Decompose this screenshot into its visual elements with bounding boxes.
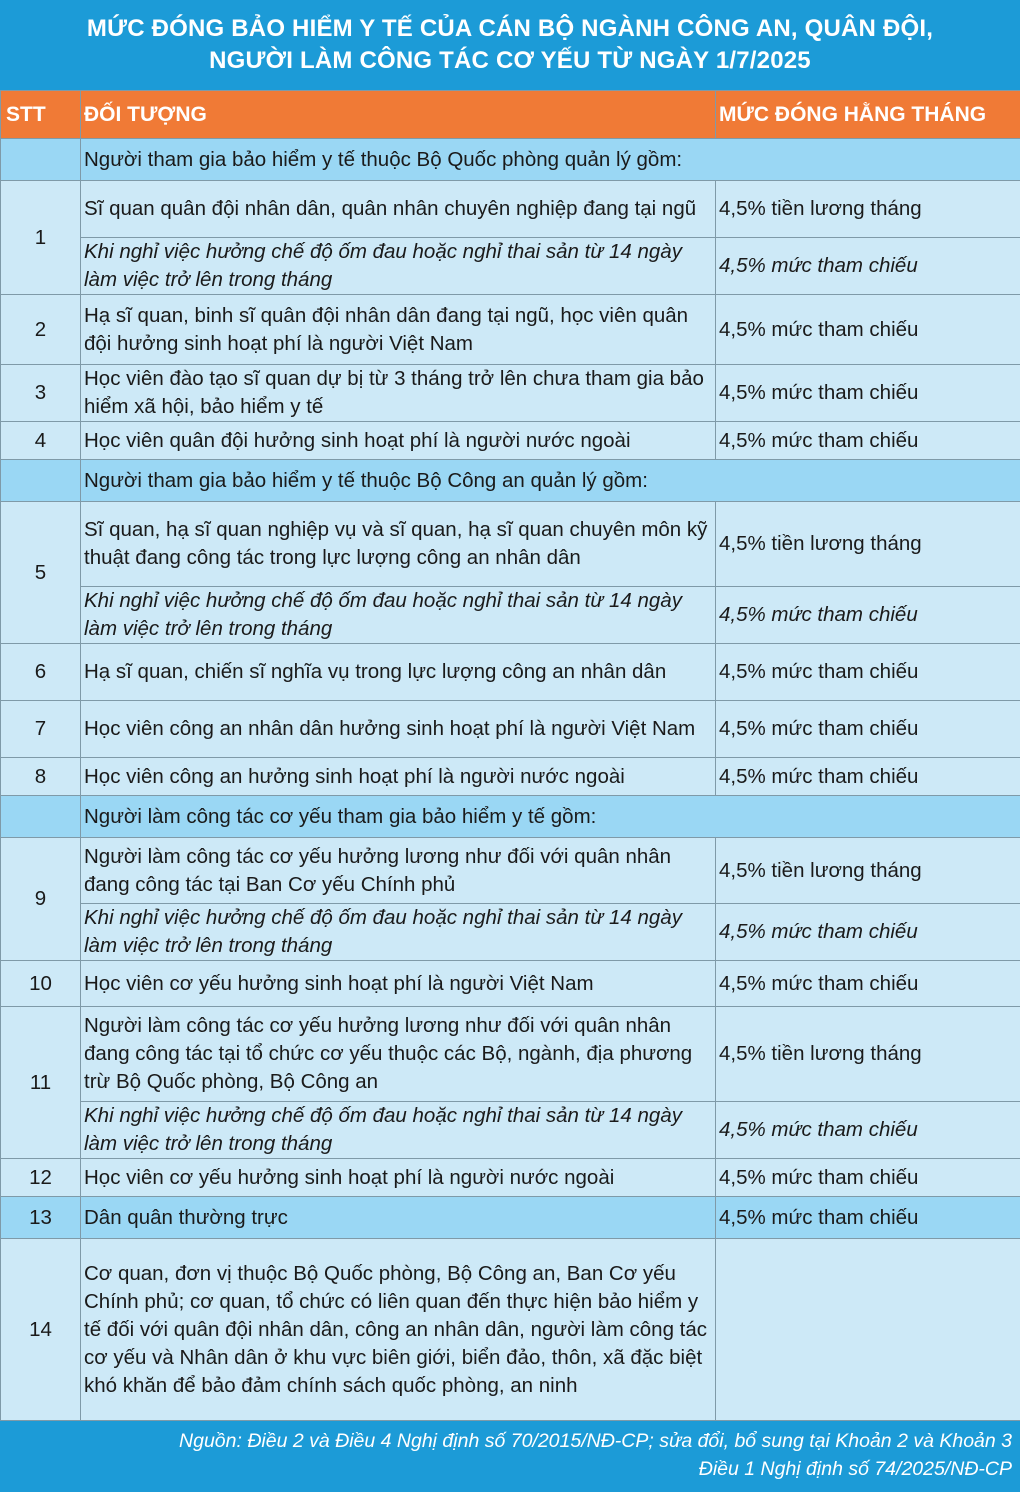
row-stt: 12 <box>1 1159 81 1197</box>
page-title <box>0 0 1020 90</box>
table-row <box>1 644 1020 701</box>
row-rate: 4,5% mức tham chiếu <box>716 961 1020 1007</box>
row-subject: Người làm công tác cơ yếu hưởng lương như đối với quân nhân đang công tác tại tổ chức cơ yếu thuộc các Bộ, ngành, địa phương trừ Bộ Quốc phòng, Bộ Công an <box>81 1007 716 1102</box>
row-stt: 9 <box>1 838 81 961</box>
header-subject: ĐỐI TƯỢNG <box>81 91 716 139</box>
row-rate: 4,5% mức tham chiếu <box>716 422 1020 460</box>
group-row-cipher <box>1 796 1020 838</box>
row-rate: 4,5% tiền lương tháng <box>716 1007 1020 1102</box>
row-stt: 1 <box>1 181 81 295</box>
row-subject: Học viên quân đội hưởng sinh hoạt phí là người nước ngoài <box>81 422 716 460</box>
row-stt: 8 <box>1 758 81 796</box>
source-footer <box>0 1421 1020 1487</box>
row-subject-sub: Khi nghỉ việc hưởng chế độ ốm đau hoặc nghỉ thai sản từ 14 ngày làm việc trở lên trong tháng <box>81 1102 716 1159</box>
title-line-1: MỨC ĐÓNG BẢO HIỂM Y TẾ CỦA CÁN BỘ NGÀNH CÔNG AN, QUÂN ĐỘI, <box>86 15 934 42</box>
row-rate-sub: 4,5% mức tham chiếu <box>716 904 1020 961</box>
row-rate: 4,5% tiền lương tháng <box>716 838 1020 904</box>
header-rate: MỨC ĐÓNG HẰNG THÁNG <box>716 91 1020 139</box>
row-subject: Cơ quan, đơn vị thuộc Bộ Quốc phòng, Bộ Công an, Ban Cơ yếu Chính phủ; cơ quan, tổ chức có liên quan đến thực hiện bảo hiểm y tế đối với quân đội nhân dân, công an nhân dân, người làm công tác cơ yếu và Nhân dân ở khu vực biên giới, biển đảo, thôn, xã đặc biệt khó khăn để bảo đảm chính sách quốc phòng, an ninh <box>81 1239 716 1421</box>
group-label: Người làm công tác cơ yếu tham gia bảo hiểm y tế gồm: <box>81 796 1020 838</box>
table-row <box>1 1197 1020 1239</box>
group-label: Người tham gia bảo hiểm y tế thuộc Bộ Công an quản lý gồm: <box>81 460 1020 502</box>
row-rate: 4,5% mức tham chiếu <box>716 365 1020 422</box>
row-rate: 4,5% mức tham chiếu <box>716 295 1020 365</box>
table-row <box>1 1007 1020 1102</box>
group-stt-empty <box>1 139 81 181</box>
row-subject: Học viên công an nhân dân hưởng sinh hoạt phí là người Việt Nam <box>81 701 716 758</box>
table-row <box>1 838 1020 904</box>
table-row <box>1 502 1020 587</box>
row-rate: 4,5% mức tham chiếu <box>716 1197 1020 1239</box>
table-row-sub <box>1 587 1020 644</box>
row-subject: Hạ sĩ quan, binh sĩ quân đội nhân dân đang tại ngũ, học viên quân đội hưởng sinh hoạt phí là người Việt Nam <box>81 295 716 365</box>
table-row <box>1 1159 1020 1197</box>
row-stt: 14 <box>1 1239 81 1421</box>
row-stt: 7 <box>1 701 81 758</box>
header-stt: STT <box>1 91 81 139</box>
table-row <box>1 422 1020 460</box>
row-subject: Học viên công an hưởng sinh hoạt phí là người nước ngoài <box>81 758 716 796</box>
table-row <box>1 181 1020 238</box>
table-row <box>1 1239 1020 1421</box>
group-row-defense <box>1 139 1020 181</box>
row-rate-sub: 4,5% mức tham chiếu <box>716 1102 1020 1159</box>
row-stt: 2 <box>1 295 81 365</box>
row-rate-sub: 4,5% mức tham chiếu <box>716 587 1020 644</box>
row-rate <box>716 1239 1020 1421</box>
row-subject: Học viên cơ yếu hưởng sinh hoạt phí là người nước ngoài <box>81 1159 716 1197</box>
table-header-row <box>1 91 1020 139</box>
title-line-2: NGƯỜI LÀM CÔNG TÁC CƠ YẾU TỪ NGÀY 1/7/2025 <box>209 47 811 74</box>
row-subject-sub: Khi nghỉ việc hưởng chế độ ốm đau hoặc nghỉ thai sản từ 14 ngày làm việc trở lên trong tháng <box>81 904 716 961</box>
group-stt-empty <box>1 460 81 502</box>
row-rate: 4,5% mức tham chiếu <box>716 701 1020 758</box>
row-rate: 4,5% mức tham chiếu <box>716 644 1020 701</box>
row-stt: 11 <box>1 1007 81 1159</box>
row-rate: 4,5% mức tham chiếu <box>716 758 1020 796</box>
table-row <box>1 701 1020 758</box>
table-row <box>1 758 1020 796</box>
row-stt: 3 <box>1 365 81 422</box>
row-stt: 4 <box>1 422 81 460</box>
row-rate: 4,5% tiền lương tháng <box>716 502 1020 587</box>
row-rate: 4,5% mức tham chiếu <box>716 1159 1020 1197</box>
row-subject: Người làm công tác cơ yếu hưởng lương như đối với quân nhân đang công tác tại Ban Cơ yếu Chính phủ <box>81 838 716 904</box>
row-subject: Học viên đào tạo sĩ quan dự bị từ 3 tháng trở lên chưa tham gia bảo hiểm xã hội, bảo hiểm y tế <box>81 365 716 422</box>
row-stt: 5 <box>1 502 81 644</box>
row-subject: Hạ sĩ quan, chiến sĩ nghĩa vụ trong lực lượng công an nhân dân <box>81 644 716 701</box>
row-subject-sub: Khi nghỉ việc hưởng chế độ ốm đau hoặc nghỉ thai sản từ 14 ngày làm việc trở lên trong tháng <box>81 238 716 295</box>
insurance-table <box>0 90 1020 1421</box>
table-row <box>1 961 1020 1007</box>
row-stt: 13 <box>1 1197 81 1239</box>
row-subject: Sĩ quan, hạ sĩ quan nghiệp vụ và sĩ quan, hạ sĩ quan chuyên môn kỹ thuật đang công tác trong lực lượng công an nhân dân <box>81 502 716 587</box>
group-stt-empty <box>1 796 81 838</box>
row-rate: 4,5% tiền lương tháng <box>716 181 1020 238</box>
row-subject: Dân quân thường trực <box>81 1197 716 1239</box>
table-row-sub <box>1 1102 1020 1159</box>
table-row <box>1 365 1020 422</box>
row-subject: Sĩ quan quân đội nhân dân, quân nhân chuyên nghiệp đang tại ngũ <box>81 181 716 238</box>
row-subject-sub: Khi nghỉ việc hưởng chế độ ốm đau hoặc nghỉ thai sản từ 14 ngày làm việc trở lên trong tháng <box>81 587 716 644</box>
table-row <box>1 295 1020 365</box>
table-row-sub <box>1 904 1020 961</box>
source-line-1: Nguồn: Điều 2 và Điều 4 Nghị định số 70/2015/NĐ-CP; sửa đổi, bổ sung tại Khoản 2 và Khoản 3 <box>179 1430 1012 1452</box>
row-rate-sub: 4,5% mức tham chiếu <box>716 238 1020 295</box>
group-label: Người tham gia bảo hiểm y tế thuộc Bộ Quốc phòng quản lý gồm: <box>81 139 1020 181</box>
row-subject: Học viên cơ yếu hưởng sinh hoạt phí là người Việt Nam <box>81 961 716 1007</box>
table-row-sub <box>1 238 1020 295</box>
group-row-police <box>1 460 1020 502</box>
row-stt: 6 <box>1 644 81 701</box>
source-line-2: Điều 1 Nghị định số 74/2025/NĐ-CP <box>698 1458 1012 1480</box>
row-stt: 10 <box>1 961 81 1007</box>
